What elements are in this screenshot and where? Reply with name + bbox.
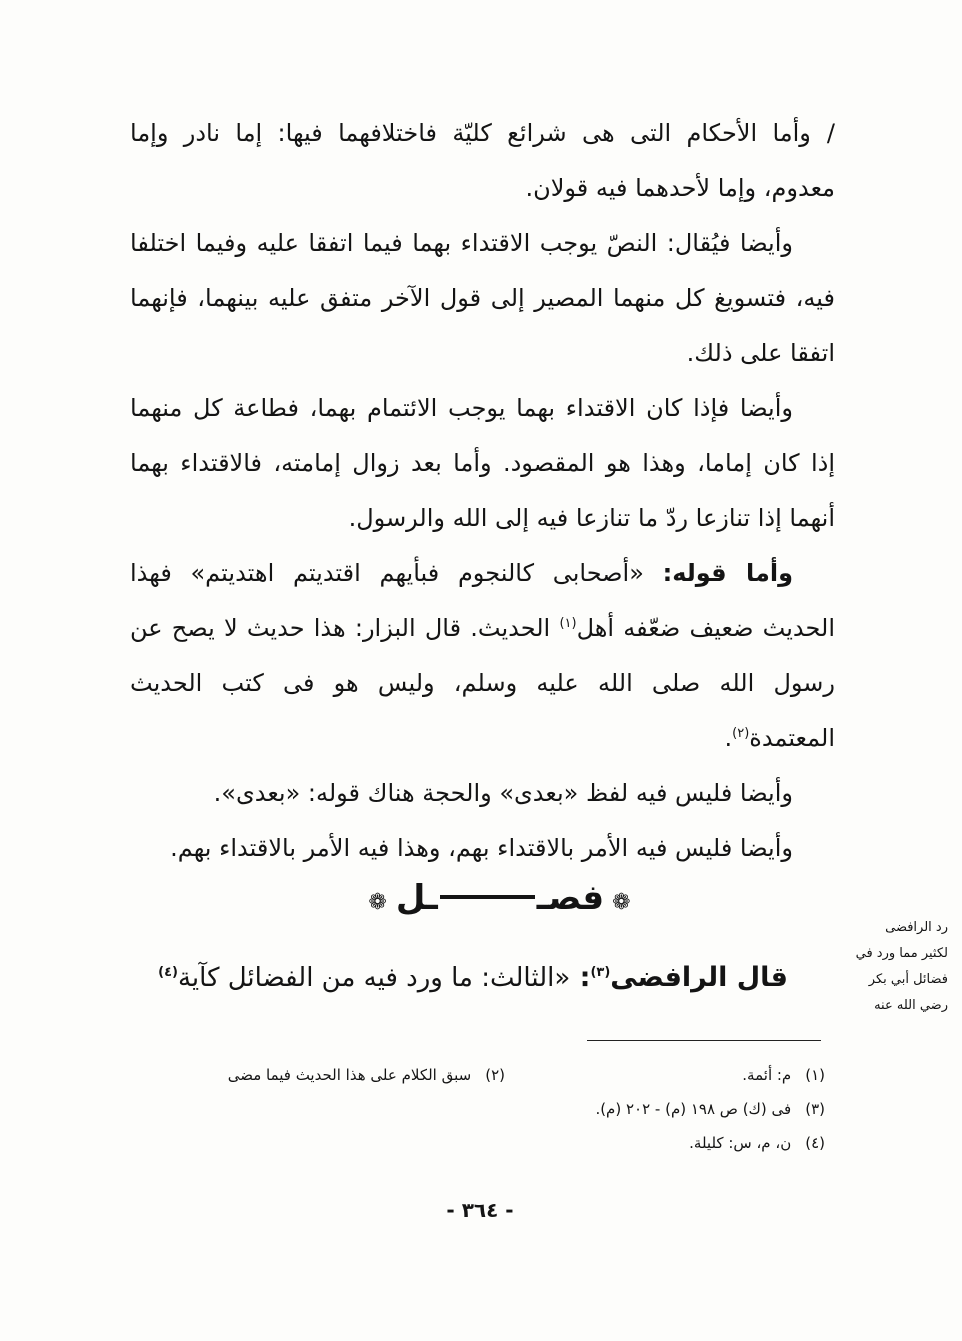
paragraph-text: الحديث. قال البزار: هذا حديث لا يصح عن رسول الله صلى الله عليه وسلم، وليس هو فى كتب الحديث المعتمدة [130,614,835,752]
footnote-number: (٤) [805,1134,825,1152]
paragraph-2 [130,216,835,381]
quote-lead: قال الرافضى [610,962,788,993]
footnote-text: م: أئمة. [742,1066,792,1084]
footnote-ref-1: (١) [559,616,577,631]
paragraph-text: وأيضا فليس فيه لفظ «بعدى» والحجة هناك قوله: «بعدى». [213,779,793,807]
paragraph-text: وأيضا فيُقال: النصّ يوجب الاقتداء بهما فيما اتفقا عليه وفيما اختلفا فيه، فتسويغ كل منهما المصير إلى قول الآخر متفق عليه بينهما، فإنهما اتفقا على ذلك. [130,229,835,367]
paragraph-5 [130,766,835,821]
paragraph-6 [130,821,835,876]
margin-note [838,915,948,1019]
footnote-number: (٣) [805,1100,825,1118]
ornament-icon: ❁ [612,890,632,915]
footnote-2 [228,1058,505,1092]
margin-slash: / [826,119,835,147]
footnote-text: فى (ك) ص ١٩٨ (م) - ٢٠٢ (م). [595,1100,792,1118]
paragraph-text: «أصحابى كالنجوم فبأيهم اقتديتم اهتديتم» فهذا الحديث ضعيف ضعّفه أهل [130,559,835,642]
margin-note-line: فضائل أبي بكر [868,972,948,987]
paragraph-1 [130,106,835,216]
footnote-row [130,1126,825,1160]
quote-text: «الثالث: ما ورد فيه من الفضائل كآية [177,963,571,993]
footnote-ref-2: (٢) [732,726,750,741]
footnote-1 [742,1058,825,1092]
paragraph-3 [130,381,835,546]
footnote-row [130,1058,825,1092]
kashida-line [440,895,535,899]
footnotes [130,1058,825,1160]
main-text [130,106,835,876]
ornament-icon: ❁ [368,890,388,915]
paragraph-text: وأيضا فليس فيه الأمر بالاقتداء بهم، وهذا فيه الأمر بالاقتداء بهم. [170,834,793,862]
footnote-ref-4: (٤) [158,965,178,980]
paragraph-text: وأما الأحكام التى هى شرائع كليّة فاختلافهما فيها: إما نادر وإما معدوم، وإما لأحدهما فيه قولان. [130,119,835,202]
footnote-text: ن، م، س: كليلة. [689,1134,792,1152]
paragraph-lead: وأما قوله: [662,559,793,587]
quote-colon: : [570,962,591,993]
footnote-ref-3: (٣) [590,965,611,980]
paragraph-text: وأيضا فإذا كان الاقتداء بهما يوجب الائتمام بهما، فطاعة كل منهما إذا كان إماما، وهذا هو المقصود. وأما بعد زوال إمامته، فالاقتداء بهما أنهما إذا تنازعا ردّ ما تنازعا فيه إلى الله والرسول. [130,394,835,532]
page-number: - ٣٦٤ - [446,1198,514,1222]
footnote-divider [587,1040,821,1041]
margin-note-line: لكثير مما ورد في [855,946,948,961]
footnote-3 [595,1092,825,1126]
paragraph-4 [130,546,835,766]
paragraph-text: . [724,724,733,752]
margin-note-line: رضي الله عنه [874,998,948,1013]
footnote-number: (٢) [485,1066,505,1084]
footnote-row [130,1092,825,1126]
margin-note-line: رد الرافضى [885,920,948,935]
footnote-text: سبق الكلام على هذا الحديث فيما مضى [227,1066,472,1084]
section-word-end: ـل [395,878,438,918]
section-word-start: فصـ [536,878,605,918]
footnote-number: (١) [805,1066,825,1084]
footnote-4 [689,1126,825,1160]
section-heading [300,878,700,918]
rafidi-quote [120,950,788,1006]
